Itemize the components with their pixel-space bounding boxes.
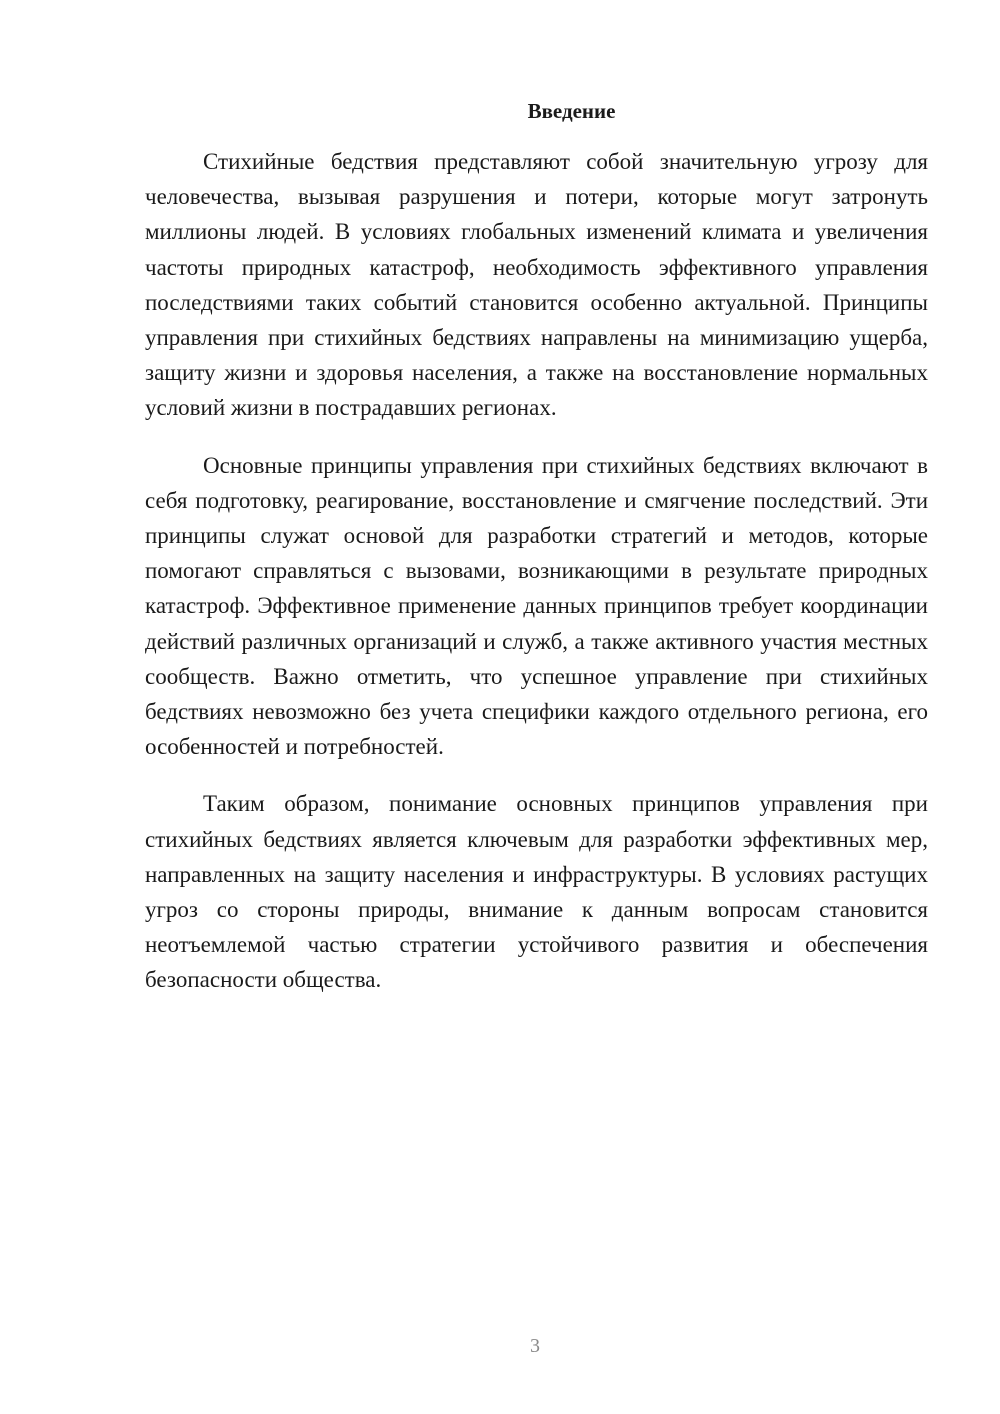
section-title: Введение <box>527 99 616 123</box>
paragraph-3: Таким образом, понимание основных принципов управления при стихийных бедствиях является ключевым для разработки эффективных мер, направленных на защиту населения и инфраструктуры. В условиях растущих угроз со стороны природы, внимание к данным вопросам становится неотъемлемой частью стратегии устойчивого развития и обеспечения безопасности общества. <box>145 791 928 993</box>
page-content <box>145 96 928 998</box>
paragraph-2: Основные принципы управления при стихийных бедствиях включают в себя подготовку, реагирование, восстановление и смягчение последствий. Эти принципы служат основой для разработки стратегий и методов, которые помогают справляться с вызовами, возникающими в результате природных катастроф. Эффективное применение данных принципов требует координации действий различных организаций и служб, а также активного участия местных сообществ. Важно отметить, что успешное управление при стихийных бедствиях невозможно без учета специфики каждого отдельного региона, его особенностей и потребностей. <box>145 452 928 760</box>
paragraph-1: Стихийные бедствия представляют собой значительную угрозу для человечества, вызывая разрушения и потери, которые могут затронуть миллионы людей. В условиях глобальных изменений климата и увеличения частоты природных катастроф, необходимость эффективного управления последствиями таких событий становится особенно актуальной. Принципы управления при стихийных бедствиях направлены на минимизацию ущерба, защиту жизни и здоровья населения, а также на восстановление нормальных условий жизни в пострадавших регионах. <box>145 149 928 421</box>
page-number: 3 <box>530 1335 540 1357</box>
